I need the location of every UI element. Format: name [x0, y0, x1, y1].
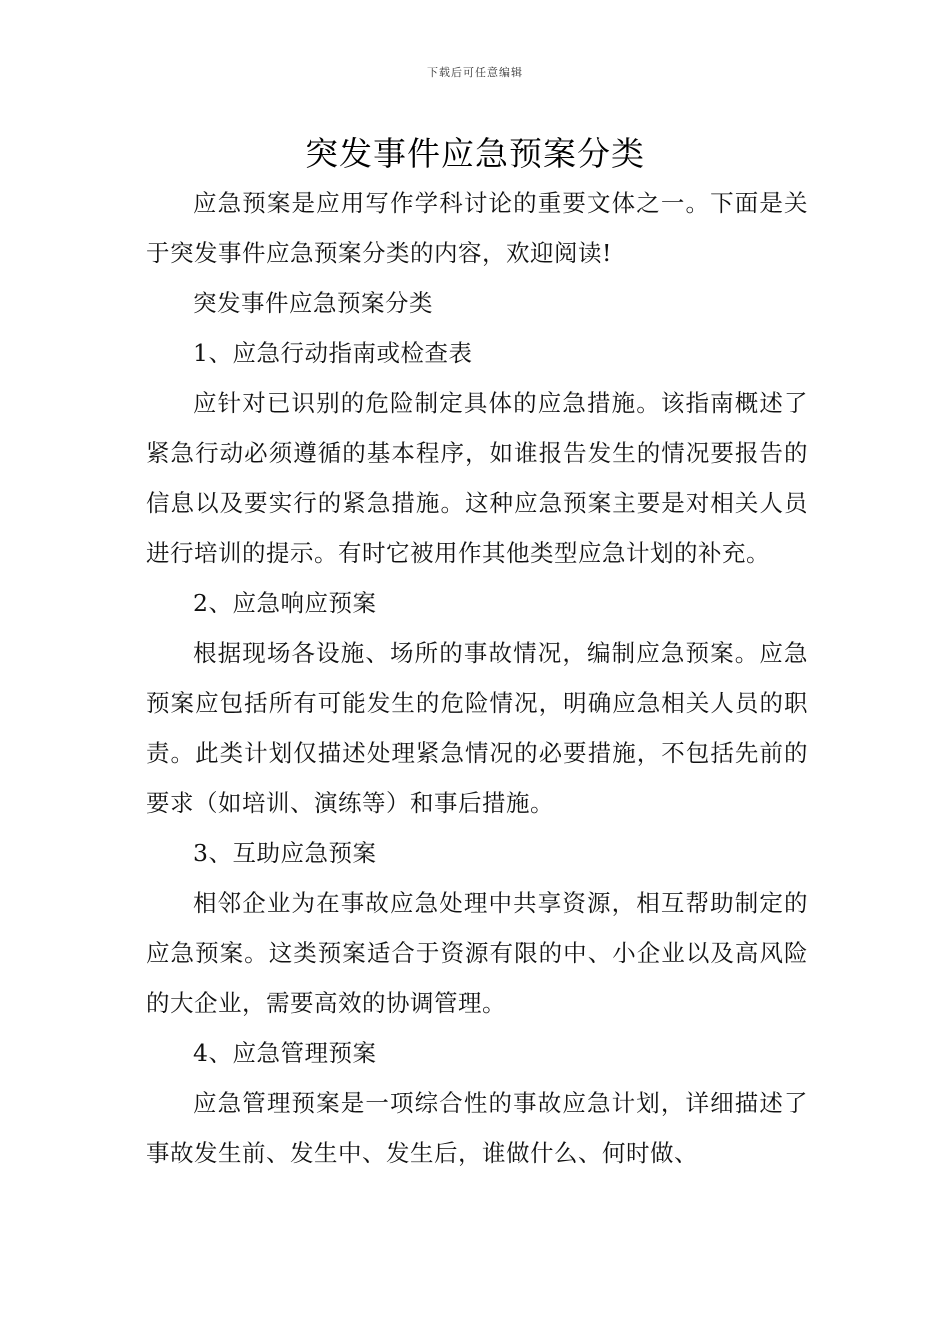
- section-4-paragraph: 应急管理预案是一项综合性的事故应急计划，详细描述了事故发生前、发生中、发生后，谁做什么、何时做、: [146, 1089, 808, 1167]
- document-title: 突发事件应急预案分类: [305, 134, 645, 173]
- intro-paragraph: 应急预案是应用写作学科讨论的重要文体之一。下面是关于突发事件应急预案分类的内容，欢迎阅读!: [146, 189, 808, 267]
- header-note: 下载后可任意编辑: [427, 66, 523, 79]
- section-3-paragraph: 相邻企业为在事故应急处理中共享资源，相互帮助制定的应急预案。这类预案适合于资源有限的中、小企业以及高风险的大企业，需要高效的协调管理。: [146, 889, 808, 1017]
- section-heading-3: 3、互助应急预案: [193, 839, 377, 867]
- section-heading-2: 2、应急响应预案: [193, 589, 377, 617]
- section-heading-1: 1、应急行动指南或检查表: [193, 339, 473, 367]
- document-body: [146, 178, 808, 1178]
- section-1-paragraph: 应针对已识别的危险制定具体的应急措施。该指南概述了紧急行动必须遵循的基本程序，如谁报告发生的情况要报告的信息以及要实行的紧急措施。这种应急预案主要是对相关人员进行培训的提示。有时它被用作其他类型应急计划的补充。: [146, 389, 808, 567]
- section-heading-4: 4、应急管理预案: [193, 1039, 377, 1067]
- section-heading: 突发事件应急预案分类: [193, 289, 433, 317]
- section-2-paragraph: 根据现场各设施、场所的事故情况，编制应急预案。应急预案应包括所有可能发生的危险情况，明确应急相关人员的职责。此类计划仅描述处理紧急情况的必要措施，不包括先前的要求（如培训、演练等）和事后措施。: [146, 639, 808, 817]
